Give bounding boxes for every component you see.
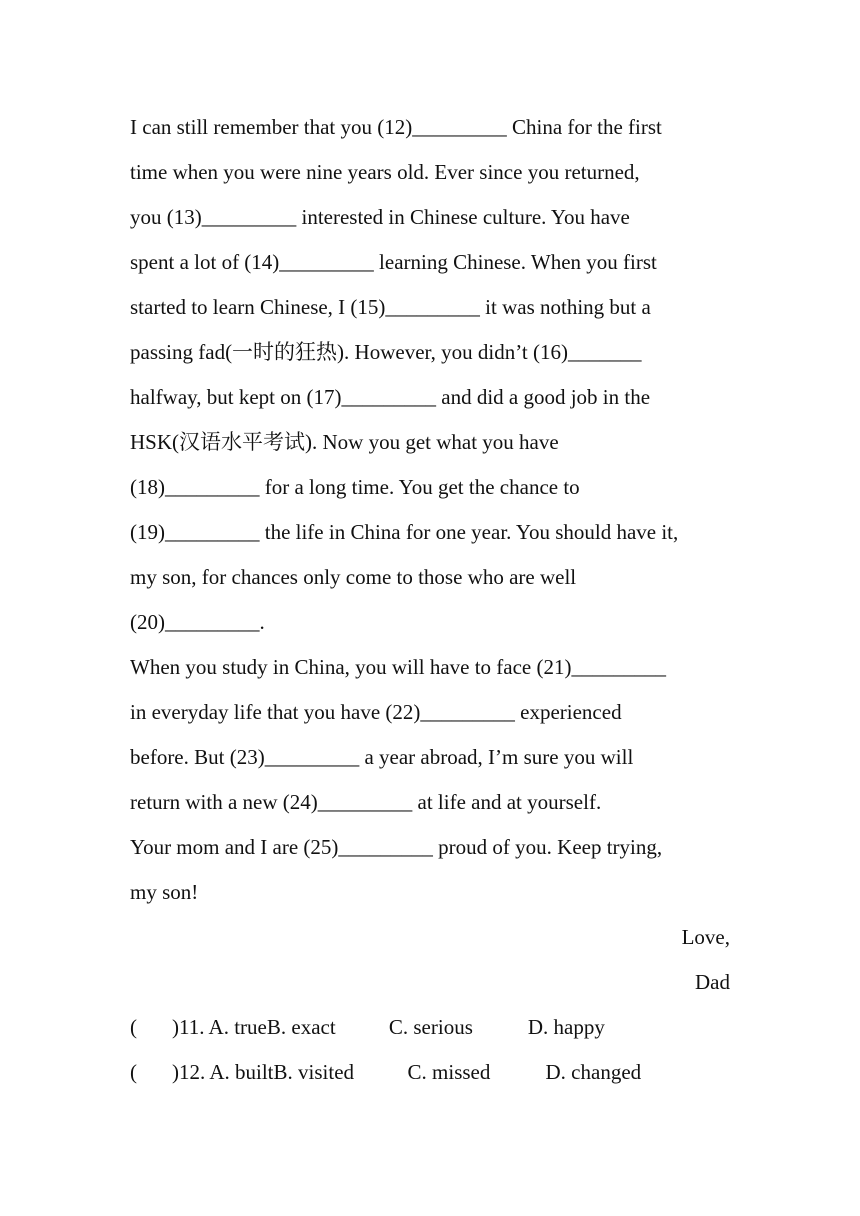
letter-signature <box>130 915 740 1005</box>
option-b: B. exact <box>266 1015 336 1039</box>
passage-line: in everyday life that you have (22)_________ experienced <box>130 700 622 724</box>
question-item <box>130 1005 740 1050</box>
option-c: C. serious <box>388 1015 473 1039</box>
passage-line: I can still remember that you (12)_________ China for the first <box>130 115 662 139</box>
signature-name: Dad <box>695 970 730 994</box>
passage-line: (20)_________. <box>130 610 265 634</box>
letter-passage <box>130 105 740 915</box>
passage-line: HSK(汉语水平考试). Now you get what you have <box>130 430 559 454</box>
question-list <box>130 1005 740 1095</box>
passage-line: (18)_________ for a long time. You get the chance to <box>130 475 580 499</box>
passage-line: before. But (23)_________ a year abroad, I’m sure you will <box>130 745 634 769</box>
signature-closing: Love, <box>681 925 730 949</box>
passage-line: return with a new (24)_________ at life and at yourself. <box>130 790 602 814</box>
passage-line: my son, for chances only come to those who are well <box>130 565 577 589</box>
option-b: B. visited <box>273 1060 355 1084</box>
passage-line: my son! <box>130 880 199 904</box>
answer-blank[interactable]: ( <box>130 1060 137 1084</box>
passage-line: (19)_________ the life in China for one year. You should have it, <box>130 520 679 544</box>
option-c: C. missed <box>407 1060 491 1084</box>
passage-line: spent a lot of (14)_________ learning Chinese. When you first <box>130 250 657 274</box>
answer-blank[interactable]: ( <box>130 1015 137 1039</box>
option-d: D. happy <box>527 1015 605 1039</box>
passage-line: Your mom and I are (25)_________ proud of you. Keep trying, <box>130 835 663 859</box>
passage-line: you (13)_________ interested in Chinese culture. You have <box>130 205 630 229</box>
passage-line: When you study in China, you will have to face (21)_________ <box>130 655 666 679</box>
option-d: D. changed <box>545 1060 642 1084</box>
passage-line: time when you were nine years old. Ever since you returned, <box>130 160 640 184</box>
passage-line: halfway, but kept on (17)_________ and did a good job in the <box>130 385 651 409</box>
question-number-option-a: )11. A. true <box>172 1015 267 1039</box>
question-number-option-a: )12. A. built <box>172 1060 274 1084</box>
passage-line: passing fad(一时的狂热). However, you didn’t (16)_______ <box>130 340 642 364</box>
question-item <box>130 1050 740 1095</box>
passage-line: started to learn Chinese, I (15)_________ it was nothing but a <box>130 295 651 319</box>
document-page <box>130 105 740 1095</box>
